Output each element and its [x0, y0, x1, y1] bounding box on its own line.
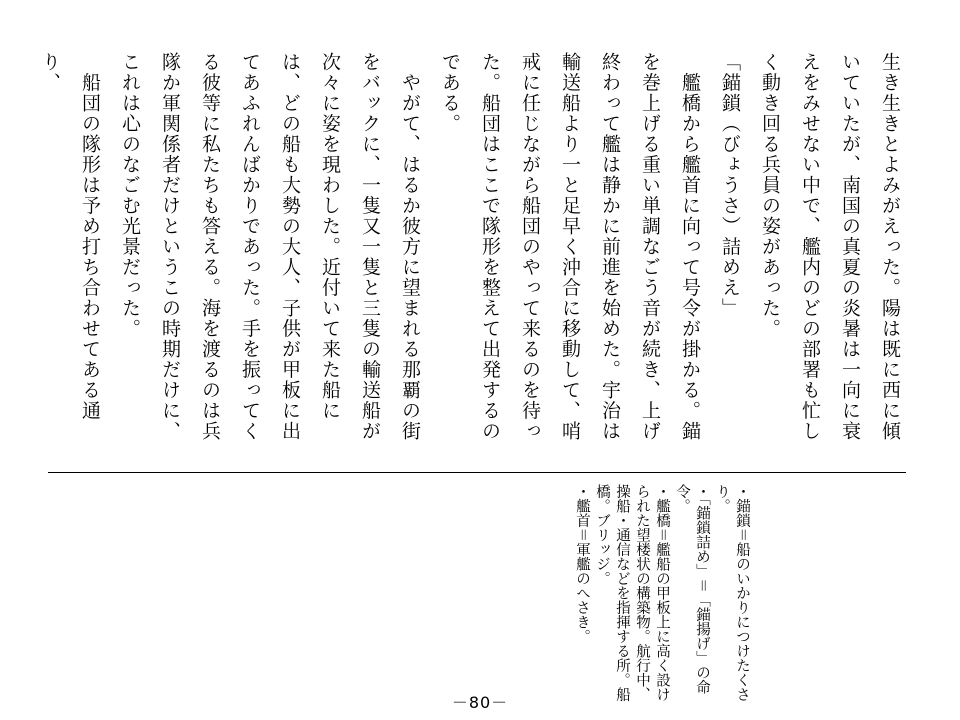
footnote: ・艦首＝軍艦のへさき。: [574, 484, 590, 644]
body-paragraph: 生き生きとよみがえった。陽は既に西に傾いていたが、南国の真夏の炎暑は一向に衰えをみせない中で、艦内のどの部署も忙しく動き回る兵員の姿があった。: [759, 52, 901, 442]
body-paragraph: 「錨鎖（びょうさ）詰めえ」: [719, 52, 741, 319]
footnotes: [540, 484, 752, 702]
footnote: ・「錨鎖詰め」＝「錨揚げ」の命令。: [674, 484, 710, 695]
page-number: －80－: [451, 693, 509, 712]
footnote-divider: [48, 472, 906, 473]
body-paragraph: 船団の隊形は予め打ち合わせてある通り、: [39, 52, 101, 421]
footnote: ・艦橋＝艦船の甲板上に高く設けられた望楼状の構築物。航行中、操船・通信などを指揮する所。船橋。ブリッジ。: [594, 484, 670, 702]
body-paragraph: やがて、はるか彼方に望まれる那覇の街をバックに、一隻又一隻と三隻の輸送船が次々に姿を現わした。近付いて来た船には、どの船も大勢の大人、子供が甲板に出てあふれんばかりであった。手を振ってくる彼等に私たちも答える。海を渡るのは兵隊か軍関係者だけというこの時期だけに、これは心のなごむ光景だった。: [119, 52, 421, 442]
footnote: ・錨鎖＝船のいかりにつけたくさり。: [714, 484, 750, 702]
body-paragraph: 艦橋から艦首に向って号令が掛かる。錨を巻上げる重い単調なごう音が続き、上げ終わって艦は静かに前進を始めた。宇治は輸送船より一と足早く沖合に移動して、哨戒に任じながら船団のやって来るのを待った。船団はここで隊形を整えて出発するのである。: [439, 52, 701, 442]
vertical-body-text: [39, 52, 910, 452]
